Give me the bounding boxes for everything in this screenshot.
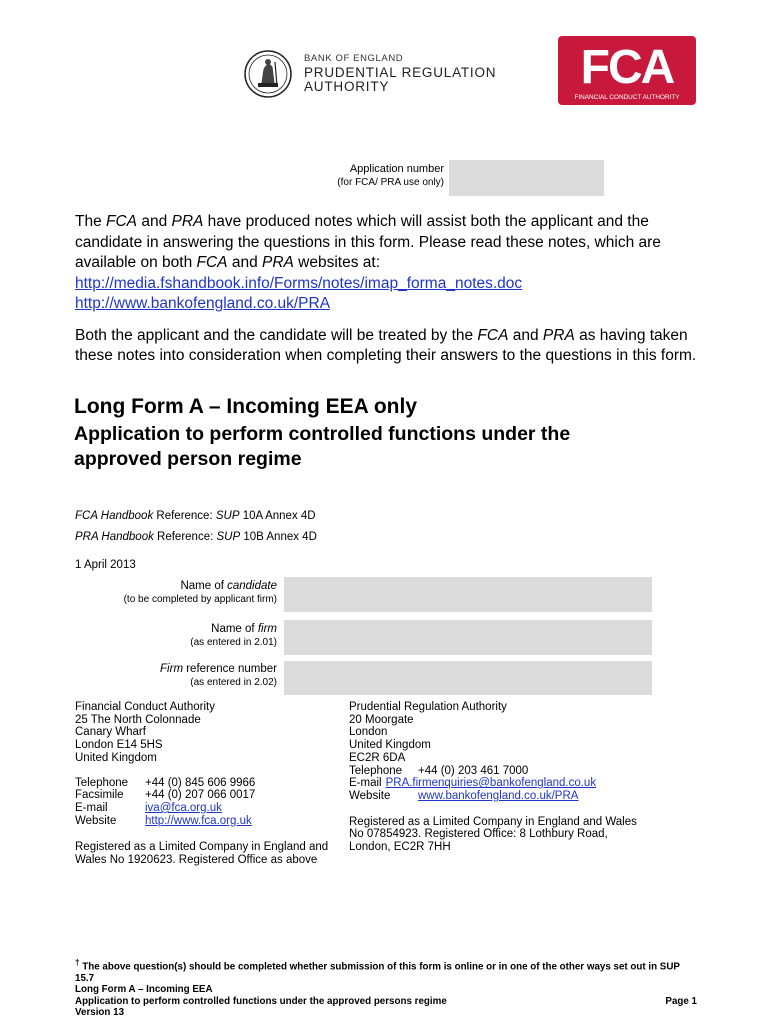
pra-address-block bbox=[349, 701, 639, 854]
form-title bbox=[74, 394, 594, 472]
pra-handbook-reference: PRA Handbook Reference: SUP 10B Annex 4D bbox=[75, 531, 317, 543]
fca-address-block bbox=[75, 701, 340, 867]
fca-registration-note: Registered as a Limited Company in England and Wales No 1920623. Registered Office as above bbox=[75, 841, 329, 867]
fca-logo-tagline: FINANCIAL CONDUCT AUTHORITY bbox=[574, 94, 680, 101]
footer-version: Version 13 bbox=[75, 1007, 125, 1019]
intro-paragraph-1: The FCA and PRA have produced notes which will assist both the applicant and the candidate in answering the questions in this form. Please read these notes, which are available on both FCA and PRA websites at: http://media.fshandbook.info/Forms/notes/imap_forma_notes.doc http://www.bankofengland.co.uk/PRA bbox=[75, 212, 715, 315]
boe-pra-link[interactable]: http://www.bankofengland.co.uk/PRA bbox=[75, 295, 331, 312]
footer-form-title: Application to perform controlled functions under the approved persons regime bbox=[75, 995, 447, 1007]
fca-logo-mark: FCA bbox=[580, 41, 674, 94]
form-title-main: Long Form A – Incoming EEA only bbox=[74, 395, 418, 418]
fca-facsimile: Facsimile +44 (0) 207 066 0017 bbox=[75, 789, 256, 802]
intro-notes bbox=[75, 212, 715, 378]
pra-website-link[interactable]: www.bankofengland.co.uk/PRA bbox=[418, 789, 579, 802]
fca-address-line: 25 The North Colonnade bbox=[75, 713, 201, 726]
fca-address-line: United Kingdom bbox=[75, 751, 157, 764]
pra-address-line: Prudential Regulation Authority bbox=[349, 701, 507, 713]
pra-email: E-mail PRA.firmenquiries@bankofengland.co.uk bbox=[349, 777, 597, 790]
firm-reference-label: Firm reference number (as entered in 2.02) bbox=[160, 663, 277, 688]
pra-email-link[interactable]: PRA.firmenquiries@bankofengland.co.uk bbox=[385, 777, 597, 790]
footer-form-name: Long Form A – Incoming EEA bbox=[75, 984, 213, 996]
intro-paragraph-2: Both the applicant and the candidate will be treated by the FCA and PRA as having taken these notes into consideration when completing their answers to the questions in this form. bbox=[75, 326, 697, 364]
firm-name-field[interactable] bbox=[284, 620, 652, 655]
footer-note: † The above question(s) should be completed whether submission of this form is online or in one of the other ways set out in SUP 15.7 bbox=[75, 958, 680, 984]
fca-website-link[interactable]: http://www.fca.org.uk bbox=[145, 814, 252, 827]
fca-address-line: Financial Conduct Authority bbox=[75, 701, 215, 713]
boe-logo-line3: AUTHORITY bbox=[304, 79, 390, 94]
pra-address-line: 20 Moorgate bbox=[349, 713, 414, 726]
form-date: 1 April 2013 bbox=[75, 559, 136, 571]
fca-address-line: London E14 5HS bbox=[75, 739, 163, 752]
fca-email: E-mail iva@fca.org.uk bbox=[75, 801, 222, 814]
pra-registration-note: Registered as a Limited Company in England and Wales No 07854923. Registered Office: 8 Lothbury Road, London, EC2R 7HH bbox=[349, 815, 637, 854]
application-number-title: Application number bbox=[349, 163, 444, 175]
bank-of-england-pra-logo bbox=[244, 50, 504, 98]
candidate-name-label: Name of candidate (to be completed by applicant firm) bbox=[123, 580, 277, 605]
firm-name-label: Name of firm (as entered in 2.01) bbox=[190, 623, 277, 648]
pra-address-line: EC2R 6DA bbox=[349, 751, 406, 764]
fca-telephone: Telephone +44 (0) 845 606 9966 bbox=[75, 776, 256, 789]
fca-logo bbox=[558, 36, 696, 105]
boe-logo-line2: PRUDENTIAL REGULATION bbox=[304, 65, 497, 80]
candidate-name-field[interactable] bbox=[284, 577, 652, 612]
footer-page-number: Page 1 bbox=[665, 995, 697, 1007]
britannia-seal-icon bbox=[244, 50, 292, 98]
application-number-field[interactable] bbox=[449, 160, 604, 196]
form-title-sub: Application to perform controlled functions under the approved person regime bbox=[74, 423, 571, 470]
firm-reference-field[interactable] bbox=[284, 661, 652, 695]
boe-logo-line1: BANK OF ENGLAND bbox=[304, 53, 404, 64]
fca-handbook-reference: FCA Handbook Reference: SUP 10A Annex 4D bbox=[75, 510, 316, 522]
fca-website: Website http://www.fca.org.uk bbox=[75, 814, 252, 827]
pra-address-line: London bbox=[349, 726, 388, 739]
application-number-sublabel: (for FCA/ PRA use only) bbox=[337, 177, 444, 188]
pra-address-line: United Kingdom bbox=[349, 739, 431, 752]
fca-email-link[interactable]: iva@fca.org.uk bbox=[145, 801, 222, 814]
notes-document-link[interactable]: http://media.fshandbook.info/Forms/notes/imap_forma_notes.doc bbox=[75, 274, 523, 292]
page-footer bbox=[75, 957, 697, 1019]
pra-telephone: Telephone +44 (0) 203 461 7000 bbox=[349, 764, 529, 777]
fca-address-line: Canary Wharf bbox=[75, 726, 146, 739]
pra-website: Website www.bankofengland.co.uk/PRA bbox=[349, 789, 579, 802]
application-number-label bbox=[337, 163, 444, 189]
